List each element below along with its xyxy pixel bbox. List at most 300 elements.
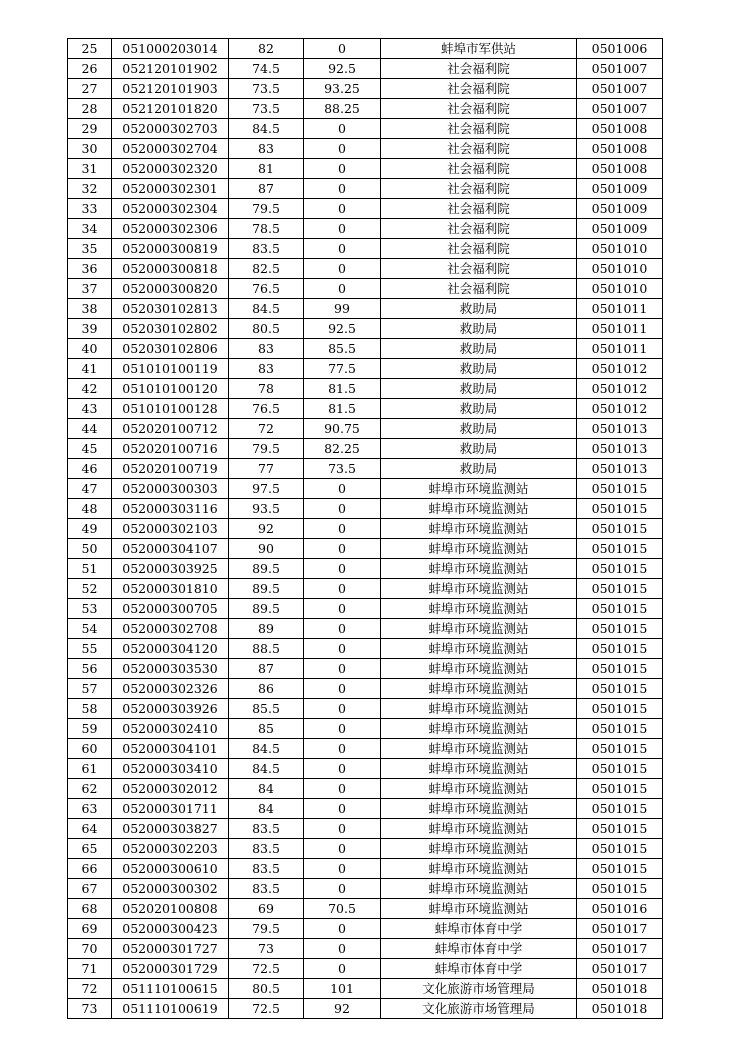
table-row [68,79,663,99]
position-code-cell: 0501018 [577,999,663,1019]
seq-cell: 58 [68,699,112,719]
position-code-cell: 0501017 [577,959,663,979]
exam-id-cell: 052030102813 [112,299,229,319]
written-score-cell: 69 [229,899,304,919]
exam-id-cell: 052000302704 [112,139,229,159]
skill-score-cell: 0 [304,119,381,139]
skill-score-cell: 0 [304,279,381,299]
unit-cell: 社会福利院 [381,159,577,179]
written-score-cell: 87 [229,659,304,679]
skill-score-cell: 99 [304,299,381,319]
skill-score-cell: 0 [304,139,381,159]
table-row [68,879,663,899]
position-code-cell: 0501015 [577,639,663,659]
exam-id-cell: 052000302304 [112,199,229,219]
skill-score-cell: 0 [304,479,381,499]
written-score-cell: 87 [229,179,304,199]
seq-cell: 67 [68,879,112,899]
seq-cell: 32 [68,179,112,199]
seq-cell: 50 [68,539,112,559]
written-score-cell: 79.5 [229,199,304,219]
exam-id-cell: 052000301729 [112,959,229,979]
unit-cell: 文化旅游市场管理局 [381,979,577,999]
exam-id-cell: 052030102802 [112,319,229,339]
exam-id-cell: 052000302306 [112,219,229,239]
skill-score-cell: 85.5 [304,339,381,359]
position-code-cell: 0501013 [577,439,663,459]
seq-cell: 60 [68,739,112,759]
exam-id-cell: 052000300423 [112,919,229,939]
unit-cell: 救助局 [381,439,577,459]
skill-score-cell: 88.25 [304,99,381,119]
exam-id-cell: 052000301727 [112,939,229,959]
table-row [68,619,663,639]
skill-score-cell: 0 [304,239,381,259]
exam-id-cell: 052000304107 [112,539,229,559]
unit-cell: 蚌埠市环境监测站 [381,719,577,739]
results-table-body [68,39,663,1019]
table-row [68,799,663,819]
position-code-cell: 0501010 [577,279,663,299]
table-row [68,99,663,119]
position-code-cell: 0501010 [577,259,663,279]
written-score-cell: 83 [229,359,304,379]
unit-cell: 蚌埠市环境监测站 [381,879,577,899]
table-row [68,479,663,499]
table-row [68,679,663,699]
exam-id-cell: 052000301810 [112,579,229,599]
position-code-cell: 0501015 [577,499,663,519]
exam-id-cell: 052000302203 [112,839,229,859]
unit-cell: 文化旅游市场管理局 [381,999,577,1019]
skill-score-cell: 0 [304,579,381,599]
written-score-cell: 73 [229,939,304,959]
written-score-cell: 72.5 [229,999,304,1019]
position-code-cell: 0501015 [577,559,663,579]
seq-cell: 63 [68,799,112,819]
seq-cell: 44 [68,419,112,439]
skill-score-cell: 0 [304,779,381,799]
exam-id-cell: 052000303116 [112,499,229,519]
table-row [68,419,663,439]
unit-cell: 社会福利院 [381,59,577,79]
table-row [68,219,663,239]
written-score-cell: 78.5 [229,219,304,239]
exam-id-cell: 052020100719 [112,459,229,479]
written-score-cell: 84.5 [229,759,304,779]
skill-score-cell: 0 [304,499,381,519]
exam-id-cell: 052020100808 [112,899,229,919]
table-row [68,139,663,159]
written-score-cell: 90 [229,539,304,559]
skill-score-cell: 70.5 [304,899,381,919]
table-row [68,779,663,799]
seq-cell: 46 [68,459,112,479]
written-score-cell: 83.5 [229,239,304,259]
position-code-cell: 0501018 [577,979,663,999]
position-code-cell: 0501008 [577,159,663,179]
seq-cell: 55 [68,639,112,659]
table-row [68,119,663,139]
unit-cell: 救助局 [381,459,577,479]
position-code-cell: 0501011 [577,319,663,339]
exam-id-cell: 052000300820 [112,279,229,299]
written-score-cell: 84.5 [229,739,304,759]
skill-score-cell: 73.5 [304,459,381,479]
written-score-cell: 81 [229,159,304,179]
seq-cell: 45 [68,439,112,459]
position-code-cell: 0501015 [577,759,663,779]
written-score-cell: 89.5 [229,579,304,599]
written-score-cell: 83.5 [229,839,304,859]
exam-id-cell: 052120101820 [112,99,229,119]
table-row [68,439,663,459]
exam-id-cell: 052000302708 [112,619,229,639]
seq-cell: 54 [68,619,112,639]
skill-score-cell: 92.5 [304,59,381,79]
written-score-cell: 83.5 [229,859,304,879]
unit-cell: 蚌埠市环境监测站 [381,859,577,879]
seq-cell: 62 [68,779,112,799]
table-row [68,759,663,779]
skill-score-cell: 0 [304,199,381,219]
position-code-cell: 0501015 [577,599,663,619]
exam-id-cell: 052000302410 [112,719,229,739]
unit-cell: 社会福利院 [381,139,577,159]
exam-id-cell: 052120101903 [112,79,229,99]
written-score-cell: 83 [229,139,304,159]
unit-cell: 蚌埠市环境监测站 [381,819,577,839]
unit-cell: 蚌埠市环境监测站 [381,799,577,819]
exam-id-cell: 052000303410 [112,759,229,779]
table-row [68,259,663,279]
written-score-cell: 82 [229,39,304,59]
unit-cell: 社会福利院 [381,239,577,259]
position-code-cell: 0501012 [577,359,663,379]
table-row [68,579,663,599]
table-row [68,279,663,299]
unit-cell: 蚌埠市体育中学 [381,959,577,979]
unit-cell: 蚌埠市环境监测站 [381,899,577,919]
seq-cell: 52 [68,579,112,599]
table-row [68,939,663,959]
position-code-cell: 0501015 [577,579,663,599]
seq-cell: 72 [68,979,112,999]
unit-cell: 蚌埠市环境监测站 [381,759,577,779]
seq-cell: 41 [68,359,112,379]
skill-score-cell: 0 [304,179,381,199]
table-row [68,59,663,79]
position-code-cell: 0501015 [577,819,663,839]
position-code-cell: 0501011 [577,339,663,359]
written-score-cell: 79.5 [229,919,304,939]
skill-score-cell: 0 [304,39,381,59]
position-code-cell: 0501012 [577,379,663,399]
seq-cell: 43 [68,399,112,419]
skill-score-cell: 0 [304,919,381,939]
table-row [68,599,663,619]
position-code-cell: 0501006 [577,39,663,59]
written-score-cell: 93.5 [229,499,304,519]
exam-id-cell: 052000302320 [112,159,229,179]
unit-cell: 蚌埠市环境监测站 [381,499,577,519]
exam-id-cell: 052000302703 [112,119,229,139]
seq-cell: 71 [68,959,112,979]
exam-id-cell: 052000300302 [112,879,229,899]
table-row [68,519,663,539]
table-row [68,319,663,339]
seq-cell: 68 [68,899,112,919]
skill-score-cell: 0 [304,639,381,659]
exam-id-cell: 052000303530 [112,659,229,679]
table-row [68,719,663,739]
written-score-cell: 77 [229,459,304,479]
unit-cell: 社会福利院 [381,219,577,239]
position-code-cell: 0501007 [577,59,663,79]
unit-cell: 救助局 [381,359,577,379]
position-code-cell: 0501016 [577,899,663,919]
position-code-cell: 0501009 [577,179,663,199]
table-row [68,159,663,179]
written-score-cell: 85.5 [229,699,304,719]
written-score-cell: 80.5 [229,319,304,339]
seq-cell: 30 [68,139,112,159]
table-row [68,459,663,479]
written-score-cell: 85 [229,719,304,739]
written-score-cell: 89 [229,619,304,639]
written-score-cell: 78 [229,379,304,399]
exam-id-cell: 052000300610 [112,859,229,879]
unit-cell: 社会福利院 [381,179,577,199]
table-row [68,399,663,419]
written-score-cell: 80.5 [229,979,304,999]
seq-cell: 59 [68,719,112,739]
unit-cell: 蚌埠市环境监测站 [381,639,577,659]
position-code-cell: 0501009 [577,199,663,219]
written-score-cell: 84 [229,779,304,799]
seq-cell: 65 [68,839,112,859]
position-code-cell: 0501015 [577,859,663,879]
exam-id-cell: 052030102806 [112,339,229,359]
seq-cell: 28 [68,99,112,119]
seq-cell: 51 [68,559,112,579]
exam-id-cell: 052000300303 [112,479,229,499]
seq-cell: 42 [68,379,112,399]
table-row [68,979,663,999]
skill-score-cell: 93.25 [304,79,381,99]
skill-score-cell: 0 [304,859,381,879]
table-row [68,359,663,379]
position-code-cell: 0501015 [577,719,663,739]
skill-score-cell: 0 [304,699,381,719]
exam-id-cell: 051110100619 [112,999,229,1019]
table-row [68,839,663,859]
unit-cell: 蚌埠市环境监测站 [381,659,577,679]
unit-cell: 蚌埠市体育中学 [381,919,577,939]
skill-score-cell: 0 [304,219,381,239]
written-score-cell: 84 [229,799,304,819]
exam-id-cell: 052000304101 [112,739,229,759]
exam-id-cell: 052000303827 [112,819,229,839]
exam-id-cell: 052000301711 [112,799,229,819]
written-score-cell: 73.5 [229,79,304,99]
table-row [68,339,663,359]
seq-cell: 53 [68,599,112,619]
seq-cell: 36 [68,259,112,279]
seq-cell: 73 [68,999,112,1019]
skill-score-cell: 0 [304,559,381,579]
seq-cell: 31 [68,159,112,179]
exam-id-cell: 052120101902 [112,59,229,79]
written-score-cell: 82.5 [229,259,304,279]
table-row [68,639,663,659]
position-code-cell: 0501015 [577,799,663,819]
skill-score-cell: 0 [304,799,381,819]
position-code-cell: 0501015 [577,619,663,639]
written-score-cell: 73.5 [229,99,304,119]
skill-score-cell: 90.75 [304,419,381,439]
exam-id-cell: 051010100128 [112,399,229,419]
skill-score-cell: 77.5 [304,359,381,379]
skill-score-cell: 0 [304,539,381,559]
unit-cell: 救助局 [381,299,577,319]
skill-score-cell: 0 [304,819,381,839]
unit-cell: 蚌埠市环境监测站 [381,619,577,639]
position-code-cell: 0501015 [577,879,663,899]
table-row [68,899,663,919]
position-code-cell: 0501015 [577,679,663,699]
written-score-cell: 76.5 [229,399,304,419]
skill-score-cell: 0 [304,159,381,179]
skill-score-cell: 0 [304,959,381,979]
position-code-cell: 0501013 [577,459,663,479]
seq-cell: 39 [68,319,112,339]
seq-cell: 70 [68,939,112,959]
skill-score-cell: 0 [304,759,381,779]
exam-id-cell: 052020100716 [112,439,229,459]
written-score-cell: 84.5 [229,299,304,319]
skill-score-cell: 0 [304,739,381,759]
unit-cell: 救助局 [381,399,577,419]
skill-score-cell: 81.5 [304,379,381,399]
position-code-cell: 0501009 [577,219,663,239]
written-score-cell: 83 [229,339,304,359]
written-score-cell: 88.5 [229,639,304,659]
table-row [68,999,663,1019]
exam-id-cell: 052000302326 [112,679,229,699]
position-code-cell: 0501015 [577,839,663,859]
results-table [67,38,663,1019]
table-row [68,959,663,979]
written-score-cell: 74.5 [229,59,304,79]
exam-id-cell: 052000300705 [112,599,229,619]
position-code-cell: 0501007 [577,79,663,99]
skill-score-cell: 0 [304,599,381,619]
table-row [68,739,663,759]
position-code-cell: 0501017 [577,919,663,939]
seq-cell: 27 [68,79,112,99]
position-code-cell: 0501015 [577,699,663,719]
skill-score-cell: 0 [304,259,381,279]
seq-cell: 40 [68,339,112,359]
unit-cell: 蚌埠市环境监测站 [381,599,577,619]
unit-cell: 蚌埠市环境监测站 [381,679,577,699]
seq-cell: 57 [68,679,112,699]
unit-cell: 蚌埠市环境监测站 [381,779,577,799]
unit-cell: 蚌埠市环境监测站 [381,479,577,499]
unit-cell: 蚌埠市环境监测站 [381,839,577,859]
written-score-cell: 79.5 [229,439,304,459]
position-code-cell: 0501015 [577,659,663,679]
skill-score-cell: 0 [304,839,381,859]
skill-score-cell: 0 [304,519,381,539]
position-code-cell: 0501015 [577,779,663,799]
written-score-cell: 84.5 [229,119,304,139]
exam-id-cell: 052000304120 [112,639,229,659]
skill-score-cell: 0 [304,879,381,899]
written-score-cell: 72.5 [229,959,304,979]
skill-score-cell: 0 [304,659,381,679]
position-code-cell: 0501015 [577,539,663,559]
skill-score-cell: 0 [304,619,381,639]
position-code-cell: 0501007 [577,99,663,119]
unit-cell: 蚌埠市环境监测站 [381,559,577,579]
table-row [68,919,663,939]
exam-id-cell: 052000302301 [112,179,229,199]
unit-cell: 救助局 [381,419,577,439]
exam-id-cell: 052000300819 [112,239,229,259]
seq-cell: 48 [68,499,112,519]
unit-cell: 蚌埠市体育中学 [381,939,577,959]
written-score-cell: 97.5 [229,479,304,499]
position-code-cell: 0501008 [577,139,663,159]
table-row [68,179,663,199]
unit-cell: 蚌埠市环境监测站 [381,579,577,599]
position-code-cell: 0501011 [577,299,663,319]
table-row [68,819,663,839]
position-code-cell: 0501013 [577,419,663,439]
position-code-cell: 0501015 [577,479,663,499]
written-score-cell: 89.5 [229,559,304,579]
unit-cell: 社会福利院 [381,79,577,99]
seq-cell: 34 [68,219,112,239]
table-row [68,859,663,879]
position-code-cell: 0501017 [577,939,663,959]
unit-cell: 蚌埠市环境监测站 [381,539,577,559]
unit-cell: 蚌埠市军供站 [381,39,577,59]
unit-cell: 蚌埠市环境监测站 [381,739,577,759]
skill-score-cell: 92.5 [304,319,381,339]
table-row [68,39,663,59]
exam-id-cell: 051010100120 [112,379,229,399]
unit-cell: 蚌埠市环境监测站 [381,519,577,539]
written-score-cell: 72 [229,419,304,439]
unit-cell: 救助局 [381,379,577,399]
table-row [68,299,663,319]
skill-score-cell: 101 [304,979,381,999]
skill-score-cell: 0 [304,719,381,739]
skill-score-cell: 82.25 [304,439,381,459]
position-code-cell: 0501008 [577,119,663,139]
written-score-cell: 83.5 [229,879,304,899]
seq-cell: 26 [68,59,112,79]
unit-cell: 救助局 [381,319,577,339]
seq-cell: 49 [68,519,112,539]
position-code-cell: 0501012 [577,399,663,419]
skill-score-cell: 81.5 [304,399,381,419]
unit-cell: 救助局 [381,339,577,359]
written-score-cell: 86 [229,679,304,699]
